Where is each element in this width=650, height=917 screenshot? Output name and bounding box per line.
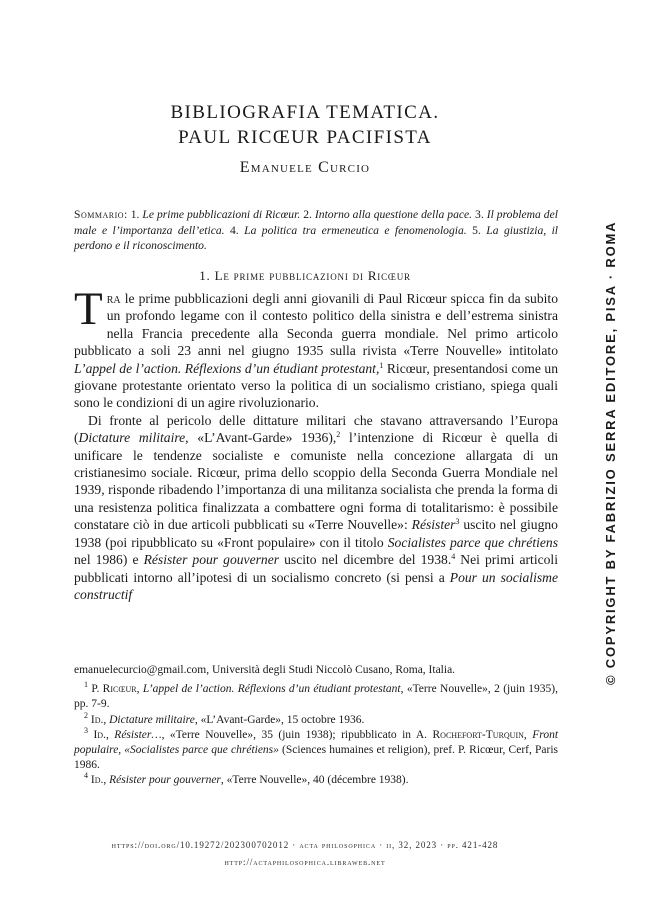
footnote-1: $^1$ P. Ricœur, L’appel de l’action. Réflexions d’un étudiant protestant, «Terre Nouvelle», 2 (juin 1935), pp. 7-9.: [74, 680, 558, 711]
footnotes: [74, 663, 558, 789]
footer-doi-line[interactable]: https://doi.org/10.19272/202300702012 · acta philosophica · ii, 32, 2023 · pp. 421-428: [111, 840, 499, 850]
summary-item-1: 1. Le prime pubblicazioni di Ricœur.: [130, 208, 301, 221]
paragraph-1: Tra le prime pubblicazioni degli anni giovanili di Paul Ricœur spicca fin da subito un profondo legame con il contesto politico della sinistra e dell’estrema sinistra nella Francia precedente alla Seconda guerra mondiale. Nel primo articolo pubblicato a soli 23 anni nel giugno 1935 sulla rivista «Terre Nouvelle» intitolato L’appel de l’action. Réflexions d’un étudiant protestant,$^1$ Ricœur, presentandosi come un giovane protestante orientato verso la politica di un socialismo cristiano, spiega quali sono le condizioni di un agire rivoluzionario.: [74, 283, 558, 411]
summary: [74, 207, 558, 254]
footnote-3: $^3$ Id., Résister…, «Terre Nouvelle», 35 (juin 1938); ripubblicato in A. Rochefort-Turquin, Front populaire, «Socialistes parce que chrétiens» (Sciences humaines et religion), pref. P. Ricœur, Cerf, Paris 1986.: [74, 725, 559, 772]
article-title-line-2: PAUL RICŒUR PACIFISTA: [178, 127, 432, 148]
body-text: [74, 283, 559, 603]
footnote-ref-3[interactable]: 3: [455, 517, 460, 527]
summary-item-2: 2. Intorno alla questione della pace.: [303, 208, 473, 221]
drop-cap: T: [74, 283, 103, 335]
paragraph-2: Di fronte al pericolo delle dittature militari che stavano attraversando l’Europa (Dictature militaire, «L’Avant-Garde» 1936),$^2$ l’intenzione di Ricœur è quella di unificare le tendenze socialiste e comuniste nella concezione allargata di un cristianesimo sociale. Ricœur, prima dello scoppio della Seconda Guerra Mondiale nel 1939, risponde ribadendo l’importanza di una militanza socialista che prenda la forma di una resistenza politica finalizzata a combattere ogni forma di totalitarismo: è possibile constatare ciò in due articoli pubblicati su «Terre Nouvelle»: Résister$^3$ uscito nel giugno 1938 (poi ripubblicato su «Front populaire» con il titolo Socialistes parce que chrétiens nel 1986) e Résister pour gouverner uscito nel dicembre del 1938.$^4$ Nei primi articoli pubblicati intorno all’ipotesi di un socialismo concreto (si pensi a Pour un socialisme constructif: [74, 412, 559, 602]
copyright-side-text: © COPYRIGHT BY FABRIZIO SERRA EDITORE, PISA · ROMA: [603, 220, 618, 685]
author-email: emanuelecurcio@gmail.com, Università degli Studi Niccolò Cusano, Roma, Italia.: [74, 664, 456, 676]
footnote-ref-4[interactable]: 4: [451, 552, 456, 562]
footnote-ref-2[interactable]: 2: [336, 430, 341, 440]
summary-item-5: 5. La giustizia, il perdono e il riconoscimento.: [74, 223, 559, 253]
footnote-ref-1[interactable]: 1: [379, 360, 384, 370]
footer-website-line[interactable]: http://actaphilosophica.libraweb.net: [224, 857, 386, 867]
article-author: Emanuele Curcio: [239, 159, 371, 176]
summary-label: Sommario:: [74, 208, 128, 221]
section-heading: 1. Le prime pubblicazioni di Ricœur: [199, 268, 411, 283]
article-title-line-1: BIBLIOGRAFIA TEMATICA.: [170, 102, 440, 123]
summary-item-3: 3. Il problema del male e l’importanza dell’etica.: [74, 208, 558, 237]
footnote-2: $^2$ Id., Dictature militaire, «L’Avant-Garde», 15 octobre 1936.: [84, 710, 365, 726]
summary-item-4: 4. La politica tra ermeneutica e fenomenologia.: [229, 223, 467, 237]
footnote-4: $^4$ Id., Résister pour gouverner, «Terre Nouvelle», 40 (décembre 1938).: [84, 771, 409, 787]
